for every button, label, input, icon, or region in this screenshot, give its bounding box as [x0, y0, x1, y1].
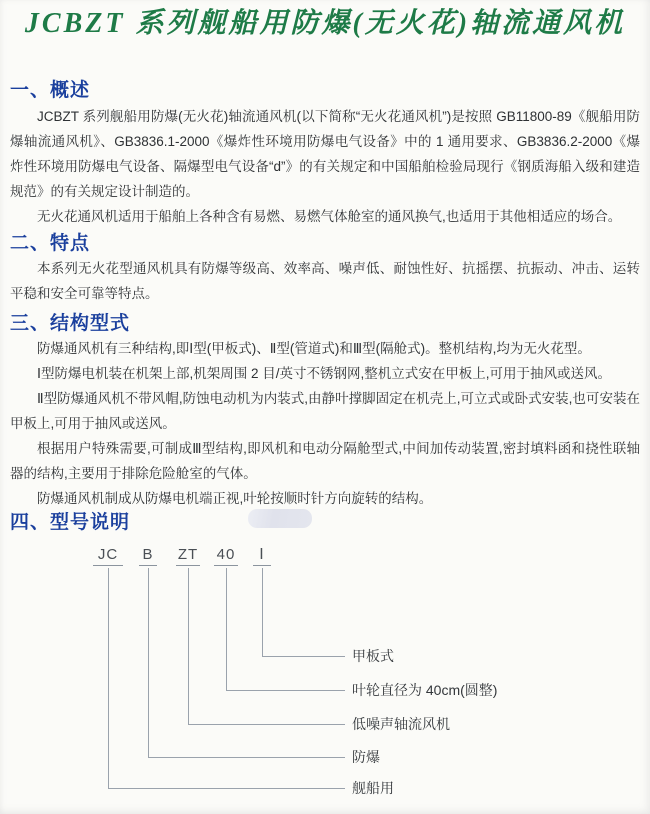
- structure-paragraph-3: Ⅱ型防爆通风机不带风帽,防蚀电动机为内装式,由静叶撑脚固定在机壳上,可立式或卧式安装,也可安装在甲板上,可用于抽风或送风。: [10, 391, 640, 431]
- features-paragraph: 本系列无火花型通风机具有防爆等级高、效率高、噪声低、耐蚀性好、抗摇摆、抗振动、冲击、运转平稳和安全可靠等特点。: [10, 261, 640, 301]
- section-heading-structure: 三、结构型式: [10, 313, 131, 334]
- section-heading-features: 二、特点: [10, 233, 91, 254]
- model-code-diagram: [0, 540, 650, 814]
- overview-paragraph-1: JCBZT 系列舰船用防爆(无火花)轴流通风机(以下简称“无火花通风机”)是按照 GB11800-89《舰船用防爆轴流通风机》、GB3836.1-2000《爆炸性环境用防爆电气设备》中的 1 通用要求、GB3836.2-2000《爆炸性环境用防爆电气设备、隔爆型电气设备“d”》的有关规定和中国船舶检验局现行《钢质海船入级和建造规范》的有关规定设计制造的。: [10, 109, 640, 199]
- leader-hline-zt: [188, 724, 345, 725]
- leader-hline-40: [226, 690, 345, 691]
- model-label-low-noise-axial: 低噪声轴流风机: [352, 716, 450, 732]
- structure-paragraph-2: Ⅰ型防爆电机装在机架上部,机架周围 2 目/英寸不锈钢网,整机立式安在甲板上,可用于抽风或送风。: [37, 366, 611, 381]
- structure-paragraph-4: 根据用户特殊需要,可制成Ⅲ型结构,即风机和电动分隔舱型式,中间加传动装置,密封填料函和挠性联轴器的结构,主要用于排除危险舱室的气体。: [10, 441, 640, 481]
- leader-hline-b: [148, 757, 345, 758]
- model-label-explosion-proof: 防爆: [352, 749, 380, 765]
- overview-paragraph-2: 无火花通风机适用于船舶上各种含有易燃、易燃气体舱室的通风换气,也适用于其他相适应的场合。: [37, 209, 622, 224]
- leader-vline-i: [262, 568, 263, 656]
- model-code-token-jc: JC: [93, 546, 123, 566]
- leader-vline-b: [148, 568, 149, 757]
- structure-paragraph-5: 防爆通风机制成从防爆电机端正视,叶轮按顺时针方向旋转的结构。: [37, 491, 433, 506]
- model-code-token-zt: ZT: [176, 546, 200, 566]
- model-code-token-b: B: [139, 546, 157, 566]
- section-heading-model: 四、型号说明: [10, 512, 131, 533]
- structure-paragraph-1: 防爆通风机有三种结构,即Ⅰ型(甲板式)、Ⅱ型(管道式)和Ⅲ型(隔舱式)。整机结构,均为无火花型。: [37, 341, 591, 356]
- leader-vline-zt: [188, 568, 189, 724]
- document-title: JCBZT 系列舰船用防爆(无火花)轴流通风机: [24, 8, 626, 39]
- leader-hline-jc: [108, 788, 345, 789]
- model-label-marine-use: 舰船用: [352, 780, 394, 796]
- leader-vline-40: [226, 568, 227, 690]
- model-label-impeller-dia: 叶轮直径为 40cm(圆整): [352, 682, 498, 698]
- correction-smudge: [248, 509, 312, 528]
- model-code-token-i: Ⅰ: [253, 546, 271, 566]
- leader-vline-jc: [108, 568, 109, 788]
- model-code-token-40: 40: [214, 546, 238, 566]
- model-label-deck-type: 甲板式: [352, 648, 394, 664]
- section-heading-overview: 一、概述: [10, 80, 91, 101]
- leader-hline-i: [262, 656, 345, 657]
